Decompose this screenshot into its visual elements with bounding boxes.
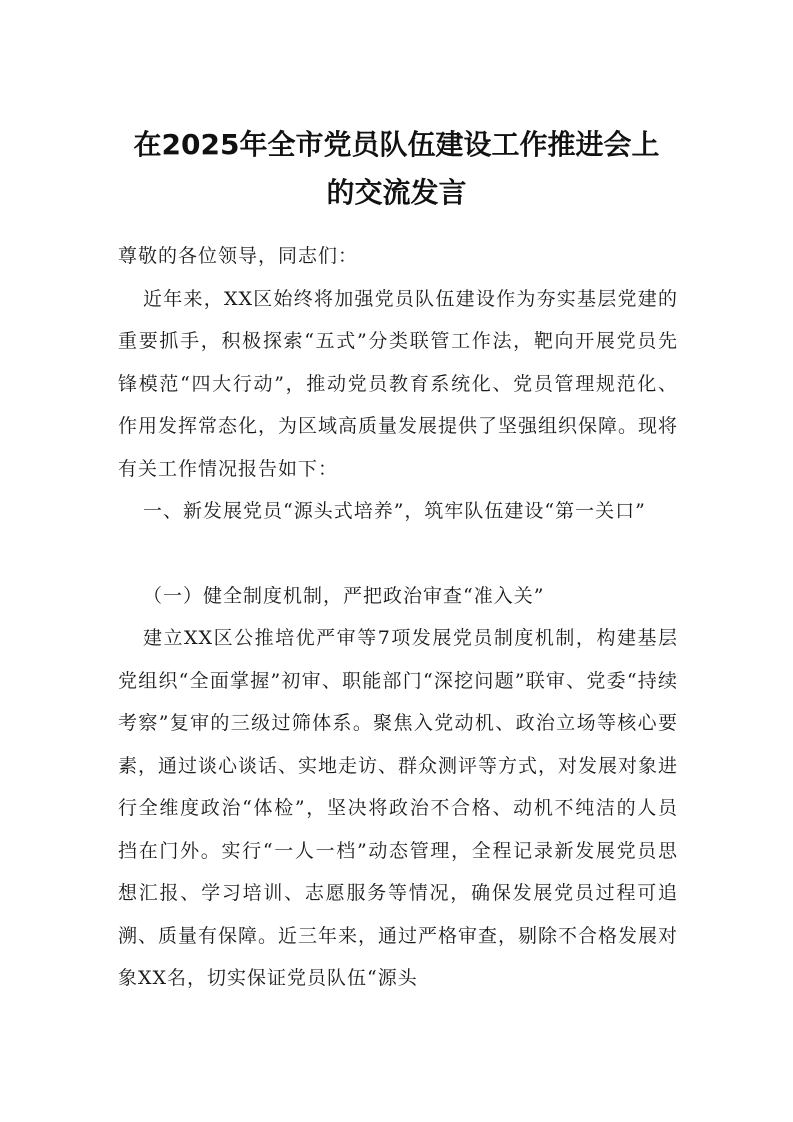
document-title-line-1: 在2025年全市党员队伍建设工作推进会上 xyxy=(133,128,660,161)
document-title-line-2: 的交流发言 xyxy=(326,176,467,209)
section-heading-1: 一、新发展党员“源头式培养”，筑牢队伍建设“第一关口” xyxy=(143,500,646,522)
intro-paragraph: 近年来，XX区始终将加强党员队伍建设作为夯实基层党建的重要抓手，积极探索“五式”分类联管工作法，靶向开展党员先锋模范“四大行动”，推动党员教育系统化、党员管理规范化、作用发挥常态化，为区域高质量发展提供了坚强组织保障。现将有关工作情况报告如下： xyxy=(118,287,679,480)
salutation: 尊敬的各位领导，同志们： xyxy=(118,245,359,267)
blank-line xyxy=(118,533,678,575)
subsection-heading-1: （一）健全制度机制，严把政治审查“准入关” xyxy=(143,584,545,607)
subsection-paragraph-1: 建立XX区公推培优严审等7项发展党员制度机制，构建基层党组织“全面掌握”初审、职能部门“深挖问题”联审、党委“持续考察”复审的三级过筛体系。聚焦入党动机、政治立场等核心要素，通过谈心谈话、实地走访、群众测评等方式，对发展对象进行全维度政治“体检”，坚决将政治不合格、动机不纯洁的人员挡在门外。实行“一人一档”动态管理，全程记录新发展党员思想汇报、学习培训、志愿服务等情况，确保发展党员过程可追溯、质量有保障。近三年来，通过严格审查，剔除不合格发展对象XX名，切实保证党员队伍“源头 xyxy=(118,627,679,989)
document-body xyxy=(118,235,678,1000)
